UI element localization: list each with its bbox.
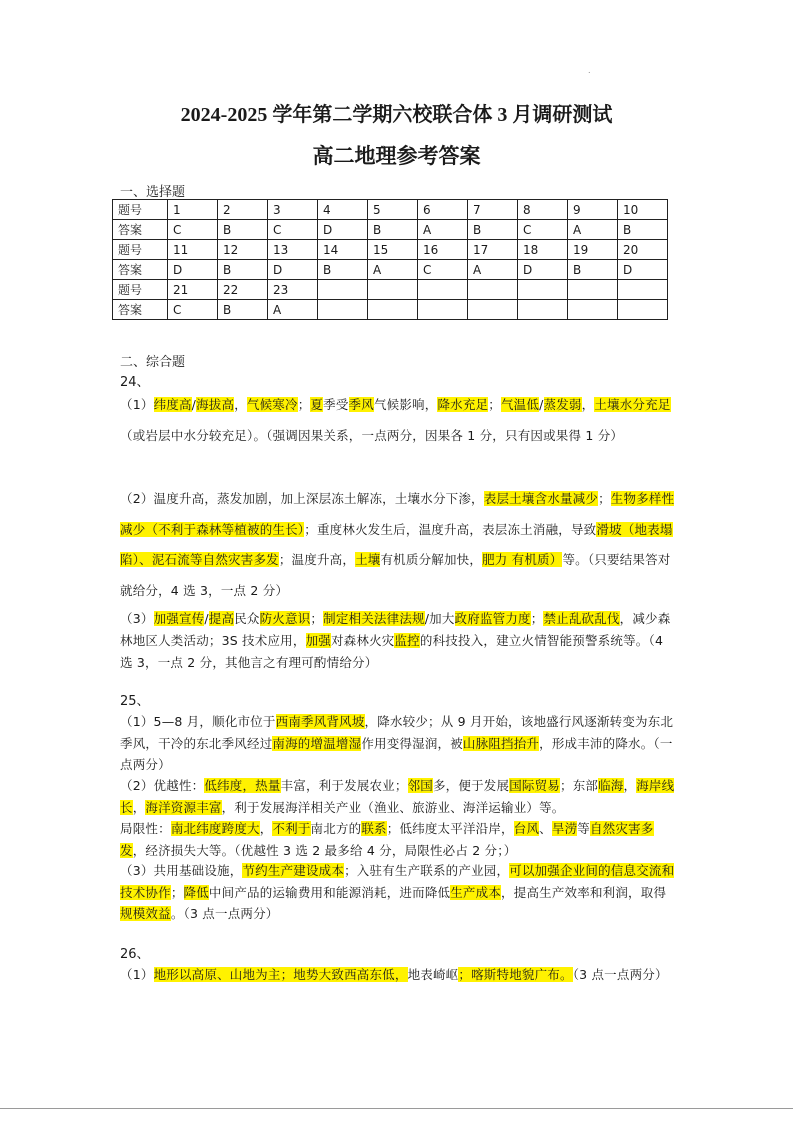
answer-text: ；温度升高，	[278, 552, 356, 567]
table-row	[113, 280, 668, 300]
answer-text: （或岩层中水分较充足）。（强调因果关系，一点两分，因果各 1 分，只有因或果得 1 分）	[120, 427, 624, 443]
answer-cell: 1	[168, 200, 218, 220]
highlighted-keyword: 肥力 有机质）	[482, 552, 563, 567]
highlighted-keyword: 加强	[305, 633, 331, 648]
answer-text: ；入驻有生产联系的产业园，	[344, 863, 510, 878]
section-comprehensive-heading: 二、综合题	[120, 355, 186, 370]
scan-dot: .	[588, 66, 591, 75]
answer-cell	[618, 280, 668, 300]
highlighted-keyword: 山脉阻挡抬升	[462, 735, 540, 751]
answer-cell: D	[618, 260, 668, 280]
highlighted-keyword: 旱涝	[551, 821, 578, 836]
highlighted-keyword: 海拔高	[196, 397, 235, 412]
answer-text: 的科技投入，建立火情智能预警系统等。（4 选 3，一点 2 分，其他言之有理可酌情给分）	[120, 633, 664, 670]
answer-text: 中间产品的运输费用和能源消耗，进而降低	[208, 884, 451, 900]
answer-cell: B	[318, 260, 368, 280]
highlighted-keyword: 加强宣传	[153, 611, 205, 626]
answer-cell: B	[618, 220, 668, 240]
answer-text: ，提高生产效率和利润，取得	[501, 884, 667, 900]
answer-cell: 9	[568, 200, 618, 220]
question-24-answer-2	[120, 484, 678, 606]
answer-cell: 17	[468, 240, 518, 260]
answer-cell: 6	[418, 200, 468, 220]
highlighted-keyword: 降水充足	[437, 397, 489, 412]
highlighted-keyword: 联系	[361, 821, 387, 836]
answer-cell: 21	[168, 280, 218, 300]
answer-text: （2）温度升高，蒸发加剧，加上深层冻土解冻，土壤水分下渗，	[120, 491, 484, 506]
answer-cell	[568, 280, 618, 300]
answer-text: ，	[623, 778, 637, 793]
answer-cell: 10	[618, 200, 668, 220]
answer-cell: 2	[218, 200, 268, 220]
highlighted-keyword: 禁止乱砍乱伐	[543, 611, 620, 626]
answer-text: （1）5—8 月，顺化市位于	[120, 714, 276, 729]
answer-text: 作用变得湿润，被	[361, 735, 463, 751]
answer-cell	[568, 300, 618, 320]
question-25-number: 25、	[120, 694, 150, 709]
answer-text: /加大	[424, 611, 455, 626]
highlighted-keyword: 降低	[183, 884, 209, 900]
highlighted-keyword: 夏	[310, 397, 324, 412]
highlighted-keyword: 监控	[394, 633, 420, 648]
answer-cell: 11	[168, 240, 218, 260]
answer-cell: D	[168, 260, 218, 280]
answer-cell: D	[318, 220, 368, 240]
highlighted-keyword: 气温低	[500, 397, 540, 412]
highlighted-keyword: 土壤水分充足	[594, 397, 671, 412]
answer-text: 局限性：	[120, 821, 171, 836]
highlighted-keyword: 地形以高原、山地为主；地势大致西高东低，	[153, 967, 408, 982]
highlighted-keyword: 表层土壤含水量减少	[483, 491, 599, 506]
highlighted-keyword: 纬度高	[153, 397, 192, 412]
answer-cell: D	[268, 260, 318, 280]
answer-cell	[418, 280, 468, 300]
answer-cell	[368, 280, 418, 300]
answer-cell: 7	[468, 200, 518, 220]
answer-cell: 15	[368, 240, 418, 260]
answer-text: 丰富，利于发展农业；	[280, 778, 408, 793]
answer-cell: 12	[218, 240, 268, 260]
answer-text: ；低纬度太平洋沿岸，	[386, 821, 514, 836]
page-bottom-rule	[0, 1108, 793, 1109]
answer-text: 地表崎岖	[407, 967, 459, 982]
answer-cell	[368, 300, 418, 320]
answer-text: ，减少森林地区人类活动；3S 技术应用，	[120, 611, 671, 648]
question-26-answer-1	[120, 964, 678, 986]
answer-cell	[318, 280, 368, 300]
highlighted-keyword: 政府监管力度	[454, 611, 531, 626]
answer-cell: C	[518, 220, 568, 240]
question-24-number: 24、	[120, 375, 150, 390]
answer-text: ，	[259, 821, 273, 836]
answer-cell: A	[468, 260, 518, 280]
answer-text: 等。（只要结果答对就给分，4 选 3，一点 2 分）	[120, 552, 671, 598]
answer-text: 。（3 点一点两分）	[170, 906, 279, 921]
answer-text: 对森林火灾	[330, 633, 395, 648]
answer-text: ；	[598, 491, 611, 506]
answer-cell: 13	[268, 240, 318, 260]
answer-cell: 4	[318, 200, 368, 220]
highlighted-keyword: 规模效益	[120, 906, 171, 921]
question-26-number: 26、	[120, 947, 150, 962]
answer-cell: 8	[518, 200, 568, 220]
answer-text: 民众	[234, 611, 260, 626]
table-row	[113, 300, 668, 320]
answer-text: 等	[577, 821, 590, 836]
answer-cell: C	[418, 260, 468, 280]
answer-cell: A	[268, 300, 318, 320]
highlighted-keyword: 自然灾害多发	[120, 821, 654, 858]
answer-cell	[468, 300, 518, 320]
highlighted-keyword: 海洋资源丰富	[145, 799, 222, 815]
answer-cell: C	[168, 220, 218, 240]
highlighted-keyword: 生物多样性减少（不利于森林等植被的生长）	[120, 491, 675, 537]
answer-text: /	[204, 611, 209, 626]
answer-cell: B	[568, 260, 618, 280]
answer-cell: C	[268, 220, 318, 240]
answer-text: ；	[488, 397, 501, 412]
highlighted-keyword: 气候寒冷	[246, 397, 298, 412]
answer-text: ，形成丰沛的降水。（一点两分）	[120, 735, 673, 772]
answer-cell: 5	[368, 200, 418, 220]
answer-cell	[418, 300, 468, 320]
answer-text: 季受	[323, 397, 349, 412]
answer-text: 、	[539, 821, 552, 836]
highlighted-keyword: 邻国	[407, 778, 433, 793]
highlighted-keyword: 南北纬度跨度大	[170, 821, 260, 836]
question-24-answer-3	[120, 608, 678, 674]
answer-text: ，	[234, 397, 247, 412]
answer-cell: 16	[418, 240, 468, 260]
row-header-cell: 答案	[113, 220, 168, 240]
answer-text: /	[191, 397, 197, 412]
highlighted-keyword: 低纬度，热量	[204, 778, 281, 793]
highlighted-keyword: 节约生产建设成本	[242, 863, 345, 878]
answer-text: 多，便于发展	[432, 778, 510, 793]
highlighted-keyword: 生产成本	[450, 884, 502, 900]
answer-cell: B	[218, 260, 268, 280]
highlighted-keyword: 南海的增温增湿	[272, 735, 362, 751]
answer-text: ；东部	[560, 778, 599, 793]
row-header-cell: 答案	[113, 300, 168, 320]
highlighted-keyword: 蒸发弱	[543, 397, 582, 412]
answer-cell: A	[418, 220, 468, 240]
row-header-cell: 题号	[113, 240, 168, 260]
row-header-cell: 答案	[113, 260, 168, 280]
highlighted-keyword: 防火意识	[259, 611, 311, 626]
answer-text: ；	[170, 884, 184, 900]
answer-text: 有机质分解加快，	[380, 552, 483, 567]
question-24-answer-1	[120, 390, 678, 451]
row-header-cell: 题号	[113, 200, 168, 220]
answer-text: （3 点一点两分）	[572, 967, 668, 982]
answer-text: 南北方的	[310, 821, 362, 836]
highlighted-keyword: 国际贸易	[509, 778, 560, 793]
answer-text: （1）	[120, 967, 154, 982]
answer-text: ，	[581, 397, 595, 412]
answer-cell: B	[218, 220, 268, 240]
answer-text: /	[539, 397, 544, 412]
highlighted-keyword: 提高	[208, 611, 235, 626]
answer-text: ，	[132, 799, 146, 815]
answer-cell: 22	[218, 280, 268, 300]
table-row	[113, 260, 668, 280]
row-header-cell: 题号	[113, 280, 168, 300]
answer-cell	[468, 280, 518, 300]
answer-cell: D	[518, 260, 568, 280]
highlighted-keyword: ；喀斯特地貌广布。	[458, 967, 573, 982]
highlighted-keyword: 滑坡（地表塌陷）、泥石流等自然灾害多发	[120, 521, 673, 567]
answer-cell	[618, 300, 668, 320]
highlighted-keyword: 可以加强企业间的信息交流和技术协作	[120, 863, 675, 900]
answer-text: （1）	[120, 397, 154, 412]
table-row	[113, 200, 668, 220]
answer-text: （3）	[120, 611, 154, 626]
answer-text: ，经济损失大等。（优越性 3 选 2 最多给 4 分，局限性必占 2 分；）	[132, 842, 517, 858]
table-row	[113, 240, 668, 260]
answer-text: （2）优越性：	[120, 778, 205, 793]
highlighted-keyword: 土壤	[355, 552, 381, 567]
answer-text: ；	[530, 611, 544, 626]
highlighted-keyword: 临海	[598, 778, 624, 793]
table-row	[113, 220, 668, 240]
answer-cell: B	[368, 220, 418, 240]
answer-cell: 18	[518, 240, 568, 260]
answer-cell: A	[368, 260, 418, 280]
page-subtitle: 高二地理参考答案	[312, 144, 481, 168]
highlighted-keyword: 季风	[348, 397, 374, 412]
answer-text: ；	[297, 397, 311, 412]
question-25-answer-3	[120, 860, 678, 925]
answer-cell: A	[568, 220, 618, 240]
question-25-answer-2-limitations	[120, 818, 678, 861]
question-25-answer-2	[120, 775, 678, 818]
answer-cell	[518, 280, 568, 300]
answer-cell: B	[468, 220, 518, 240]
answer-text: ；	[310, 611, 324, 626]
answer-text: （3）共用基础设施，	[120, 863, 243, 878]
answer-cell: B	[218, 300, 268, 320]
highlighted-keyword: 海岸线长	[120, 778, 675, 815]
highlighted-keyword: 西南季风背风坡	[275, 714, 365, 729]
answer-cell	[318, 300, 368, 320]
answer-cell: 20	[618, 240, 668, 260]
answer-cell	[518, 300, 568, 320]
question-25-answer-1	[120, 711, 678, 776]
page-title: 2024-2025 学年第二学期六校联合体 3 月调研测试	[180, 104, 613, 126]
answer-cell: 14	[318, 240, 368, 260]
answer-text: ，利于发展海洋相关产业（渔业、旅游业、海洋运输业）等。	[221, 799, 565, 815]
highlighted-keyword: 台风	[513, 821, 540, 836]
answer-cell: 19	[568, 240, 618, 260]
answer-cell: 3	[268, 200, 318, 220]
highlighted-keyword: 制定相关法律法规	[323, 611, 425, 626]
answer-text: 气候影响，	[373, 397, 438, 412]
answer-text: ；重度林火发生后，温度升高，表层冻土消融，导致	[304, 521, 597, 537]
answer-cell: 23	[268, 280, 318, 300]
answer-text: ，降水较少；从 9 月开始，该地盛行风逐渐转变为东北季风，干冷的东北季风经过	[120, 714, 674, 751]
answer-table	[112, 199, 668, 320]
section-choice-heading: 一、选择题	[120, 185, 186, 200]
answer-cell: C	[168, 300, 218, 320]
highlighted-keyword: 不利于	[272, 821, 311, 836]
